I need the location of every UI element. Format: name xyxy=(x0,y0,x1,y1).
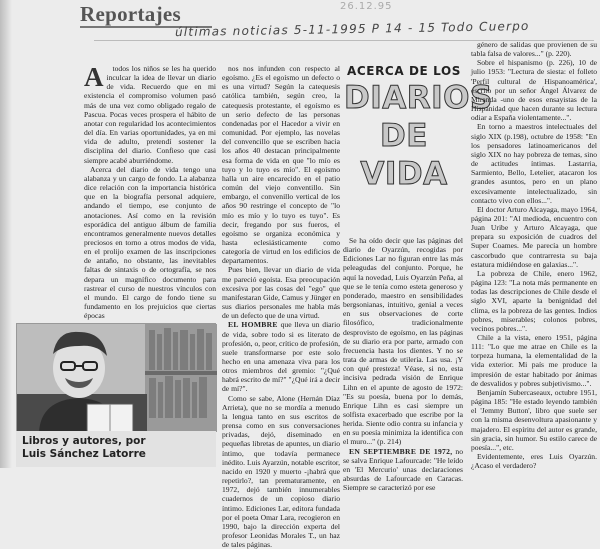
handwritten-date: 26.12.95 xyxy=(340,1,393,12)
drop-cap: A xyxy=(84,62,104,92)
caption-line: Libros y autores, por xyxy=(22,435,146,447)
paragraph: Chile a la vista, enero 1951, página 111: "Lo que me atrae en Chile es la torpeza humana, la elementalidad de la vida exterior. Mi país me produce la impresión de estar habitado por ánimas de desvalidos y pobres subjetivismo...". xyxy=(471,333,597,388)
headline-word: VIDA xyxy=(360,156,448,192)
photo-caption xyxy=(16,431,216,467)
paragraph: La pobreza de Chile, enero 1962, página 123: "La nota más permanente en todas las descripciones de Chile desde el siglo XVI, aparte la benignidad del clima, es la pobreza de las gentes. Indios pobres, miserables; colonos pobres, vecinos pobres...". xyxy=(471,268,597,333)
handwritten-clipping-note: últimas noticias 5-11-1995 P 14 - 15 Todo Cuerpo xyxy=(174,18,530,40)
headline-kicker: ACERCA DE LOS xyxy=(346,64,461,78)
author-photo xyxy=(16,323,216,431)
paragraph: género de salidas que provienen de su tabla falsa de valores..." (p. 220). xyxy=(471,40,597,59)
paragraph: Pues bien, llevar un diario de vida me pareció egoísta. Esa preocupación excesiva por las cosas del "ego" que manifestaran Gide, Camus y Jünger en sus diarios personales me habla más de un defecto que de una virtud. xyxy=(222,265,340,321)
paragraph-lead: EL HOMBRE xyxy=(228,320,278,330)
paragraph: El doctor Arturo Alcayaga, mayo 1964, página 201: "Al medioda, encuentro con Juan Uribe y Arturo Alcayaga, que prepara su exposición de cuadros del Super Coames. Me parecía un hombre cascorbudo que contrarresta su baja estatura midiéndose en galaxias...". xyxy=(471,204,597,269)
paragraph: Se ha oído decir que las páginas del diario de Oyarzún, recogidas por Ediciones Lar no figuran entre las más peleagudas del conjunto. Porque, he aquí la novedad, Luis Oyarzún Peña, al que se le tenía como esteta generoso y ponderado, maestro en sensibilidades bergsonianas, intuitivo, genial a veces en sus observaciones de corte filosófico, tradicionalmente desprovisto de egoísmo, en las páginas de su diario era por parte, armado con frecuencia hasta los dientes. Y no se trata de armas de utilería. Las usa. ¡Y con qué presteza! Véase, si no, esta incisiva pedrada visión de Enrique Lihn en el apunte de agosto de 1972: "Es su poesía, buena por lo demás, Enrique Lihn es casi siempre un solfista exacerbado que escribe por la herida. Siente odio contra su infancia y en su poesía minimiza la identifica con el muro..." (p. 214) xyxy=(343,236,463,447)
paragraph: Acerca del diario de vida tengo una alabanza y un cargo de fondo. La alabanza dice relación con la importancia histórica que en la biografía personal adquiere, andando el tiempo, ese conjunto de anotaciones. Así como en la revisión esporádica del antiguo álbum de familia encontramos generalmente nuevos detalles preciosos en torno a otros modos de vida, en el prolijo examen de las inscripciones de antaño, no obstante, las inevitables faltas de sintaxis o de ortografía, se nos depara un magnífico documento para rastrear el curso de nuestros vínculos con el mundo. El cargo de fondo tiene su fundamento en los prejuicios que ciertas épocas xyxy=(84,164,216,321)
caption-line: Luis Sánchez Latorre xyxy=(22,448,146,460)
author-portrait-illustration xyxy=(17,324,217,432)
headline xyxy=(344,64,493,232)
paragraph: Sobre el hispanismo (p. 226), 10 de julio 1953: "Lectura de siesta: el folleto 'Perfil cultural de Hispanoamérica', escrito por un señor Ángel Álvarez de Miranda -uno de esos ensayistas de la Hispanidad que hacen durante su lectura odiar a España violentamente...". xyxy=(471,58,597,123)
paragraph xyxy=(343,447,463,493)
section-title: Reportajes xyxy=(80,2,181,26)
paragraph: nos nos infunden con respecto al egoísmo. ¿Es el egoísmo un defecto o es una virtud? Según la catequesis católica también, según creo, la catequesis protestante, el egoísmo es un serio defecto de las personas condenadas por el Hacedor a vivir en comunidad. Por ejemplo, las novelas del convencillo que se escriben hacia los años 40 destacan principalmente esa forma de vida en que "lo mío es tuyo y lo tuyo es mío". El egoísmo halla un aire encarecido en el patio común del viejo conventillo. Sin embargo, el convenillo vertical de los años 90 restringe el concepto de "lo mío es mío y lo tuyo es tuyo". Es decir, fregando por sus fueros, el egoísmo se organiza económica y hasta eclesiásticamente como categoría de virtud en los edificios de departamentos. xyxy=(222,64,340,266)
headline-word: DE xyxy=(380,118,428,154)
paragraph-lead: EN SEPTIEMBRE DE 1972, xyxy=(349,446,453,456)
headline-word: DIARIOS xyxy=(344,80,493,116)
article-column-3 xyxy=(343,236,463,493)
article-column-4 xyxy=(471,40,597,471)
paragraph-body: no se salva Enrique Lafourcade: "He leído en 'El Mercurio' unas declaraciones absurdas de Lafourcade en Caracas. Siempre se caracterizó por ese xyxy=(343,446,463,493)
paragraph: Evidentemente, eres Luis Oyarzún. ¿Acaso el verdadero? xyxy=(471,452,597,471)
article-column-1 xyxy=(84,62,216,321)
article-column-2 xyxy=(222,64,340,549)
paragraph: todos los niños se les ha querido inculcar la idea de llevar un diario de vida. Recuerdo que en mi existencia el compromiso volumen pasó más de una vez como obligado regalo de Pascua. Pocas veces prospera el hábito de anotar con regularidad los acontecimientos del día. En varias oportunidades, ya en mi vida de adulto, pretendí sostener la disciplina del diario. Confieso que casi siempre acabé aburriéndome. xyxy=(84,64,216,165)
paragraph: Benjamín Subercaseaux, octubre 1951, página 185: "He estado leyendo también el 'Jemmy Button', libro que suele ser con la misma desenvoltura apasionante y majadero. El espíritu del autor es grande, sin gracia, sin humor. Su estilo carece de poesía...", etc. xyxy=(471,387,597,452)
paragraph: Como se sabe, Alone (Hernán Díaz Arrieta), que no se mordía a menudo la lengua tanto en sus escritos de prensa como en sus conversaciones privadas, dejó, diseminado en pequeñas libretas de apuntes, un diario íntimo, que todavía permanece inédito. Luis Ayarzún, notable escritor, nacido en 1920 y muerto -¡habrá que repetirlo?, tan prematuramente, en 1972, dejó también innumerables cuadernos de un copioso diario íntimo. Ediciones Lar, editora fundada por el poeta Omar Lara, recogieron en 1990, bajo la dirección experta del profesor Leonidas Morales T., un haz de tales páginas. xyxy=(222,393,340,549)
paragraph: En torno a maestros intelectuales del siglo XIX (p.198), octubre de 1958: "En los pensadores latinoamericanos del siglo XIX no hay pobreza de temas, sino de actitudes íntimas. Lastarria, Sarmiento, Bello, Letelier, atacaron los grandes asuntos, pero en un plano excesivamente intelectualizado, sin contacto vivo con ellos...". xyxy=(471,122,597,205)
paragraph xyxy=(222,320,340,393)
paragraph-body: que lleva un diario de vida, sobre todo si es literato de profesión, o, peor, crítico de profesión, suele transformarse por este solo hecho en una amenaza viva para los otros miembros del gremio: "¿Qué habrá escrito de mí?" "¿Qué irá a decir de mí?". xyxy=(222,320,340,394)
scan-shadow-edge xyxy=(0,0,12,468)
